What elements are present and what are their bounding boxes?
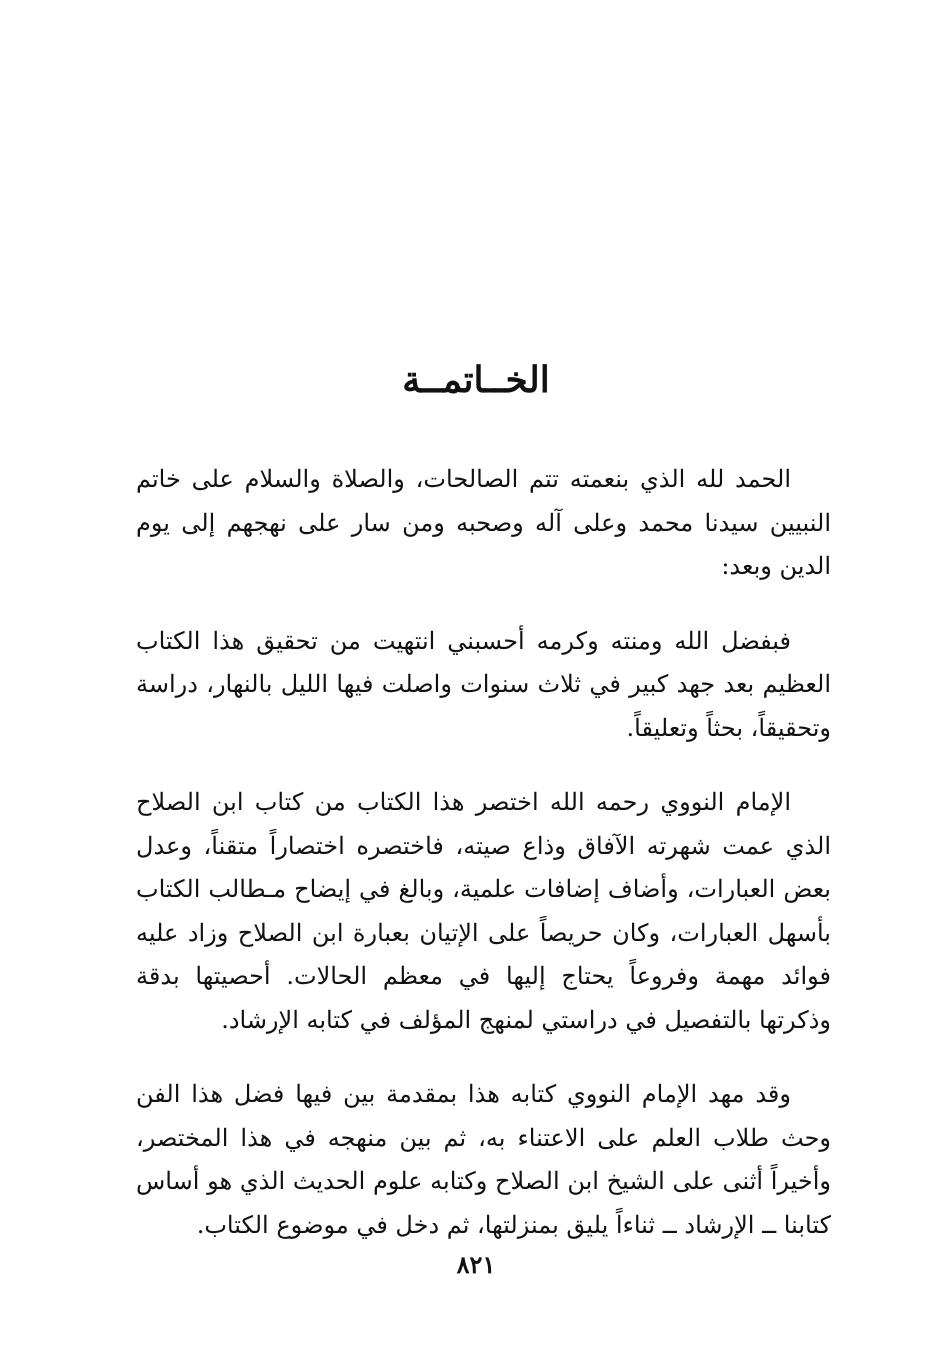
paragraph-4: وقد مهد الإمام النووي كتابه هذا بمقدمة بين فيها فضل هذا الفن وحث طلاب العلم على الاعتناء به، ثم بين منهجه في هذا المختصر، وأخيراً أثنى على الشيخ ابن الصلاح وكتابه علوم الحديث الذي هو أساس كتابنا ــ الإرشاد ــ ثناءاً يليق بمنزلتها، ثم دخل في موضوع الكتاب.	[136, 1080, 831, 1239]
paragraph-3: الإمام النووي رحمه الله اختصر هذا الكتاب من كتاب ابن الصلاح الذي عمت شهرته الآفاق وذاع صيته، فاختصره اختصاراً متقناً، وعدل بعض العبارات، وأضاف إضافات علمية، وبالغ في إيضاح مـطالب الكتاب بأسهل العبارات، وكان حريصاً على الإتيان بعبارة ابن الصلاح وزاد عليه فوائد مهمة وفروعاً يحتاج إليها في معظم الحالات. أحصيتها بدقة وذكرتها بالتفصيل في دراستي لمنهج المؤلف في كتابه الإرشاد.	[136, 788, 831, 1034]
chapter-title: الخــاتمــة	[402, 359, 550, 401]
paragraph-1: الحمد لله الذي بنعمته تتم الصالحات، والصلاة والسلام على خاتم النبيين سيدنا محمد وعلى آله وصحبه ومن سار على نهجهم إلى يوم الدين وبعد:	[136, 465, 831, 580]
body-text	[136, 458, 831, 1278]
paragraph-2: فبفضل الله ومنته وكرمه أحسبني انتهيت من تحقيق هذا الكتاب العظيم بعد جهد كبير في ثلاث سنوات واصلت فيها الليل بالنهار، دراسة وتحقيقاً، بحثاً وتعليقاً.	[136, 626, 831, 742]
page-number: ٨٢١	[456, 1250, 496, 1279]
